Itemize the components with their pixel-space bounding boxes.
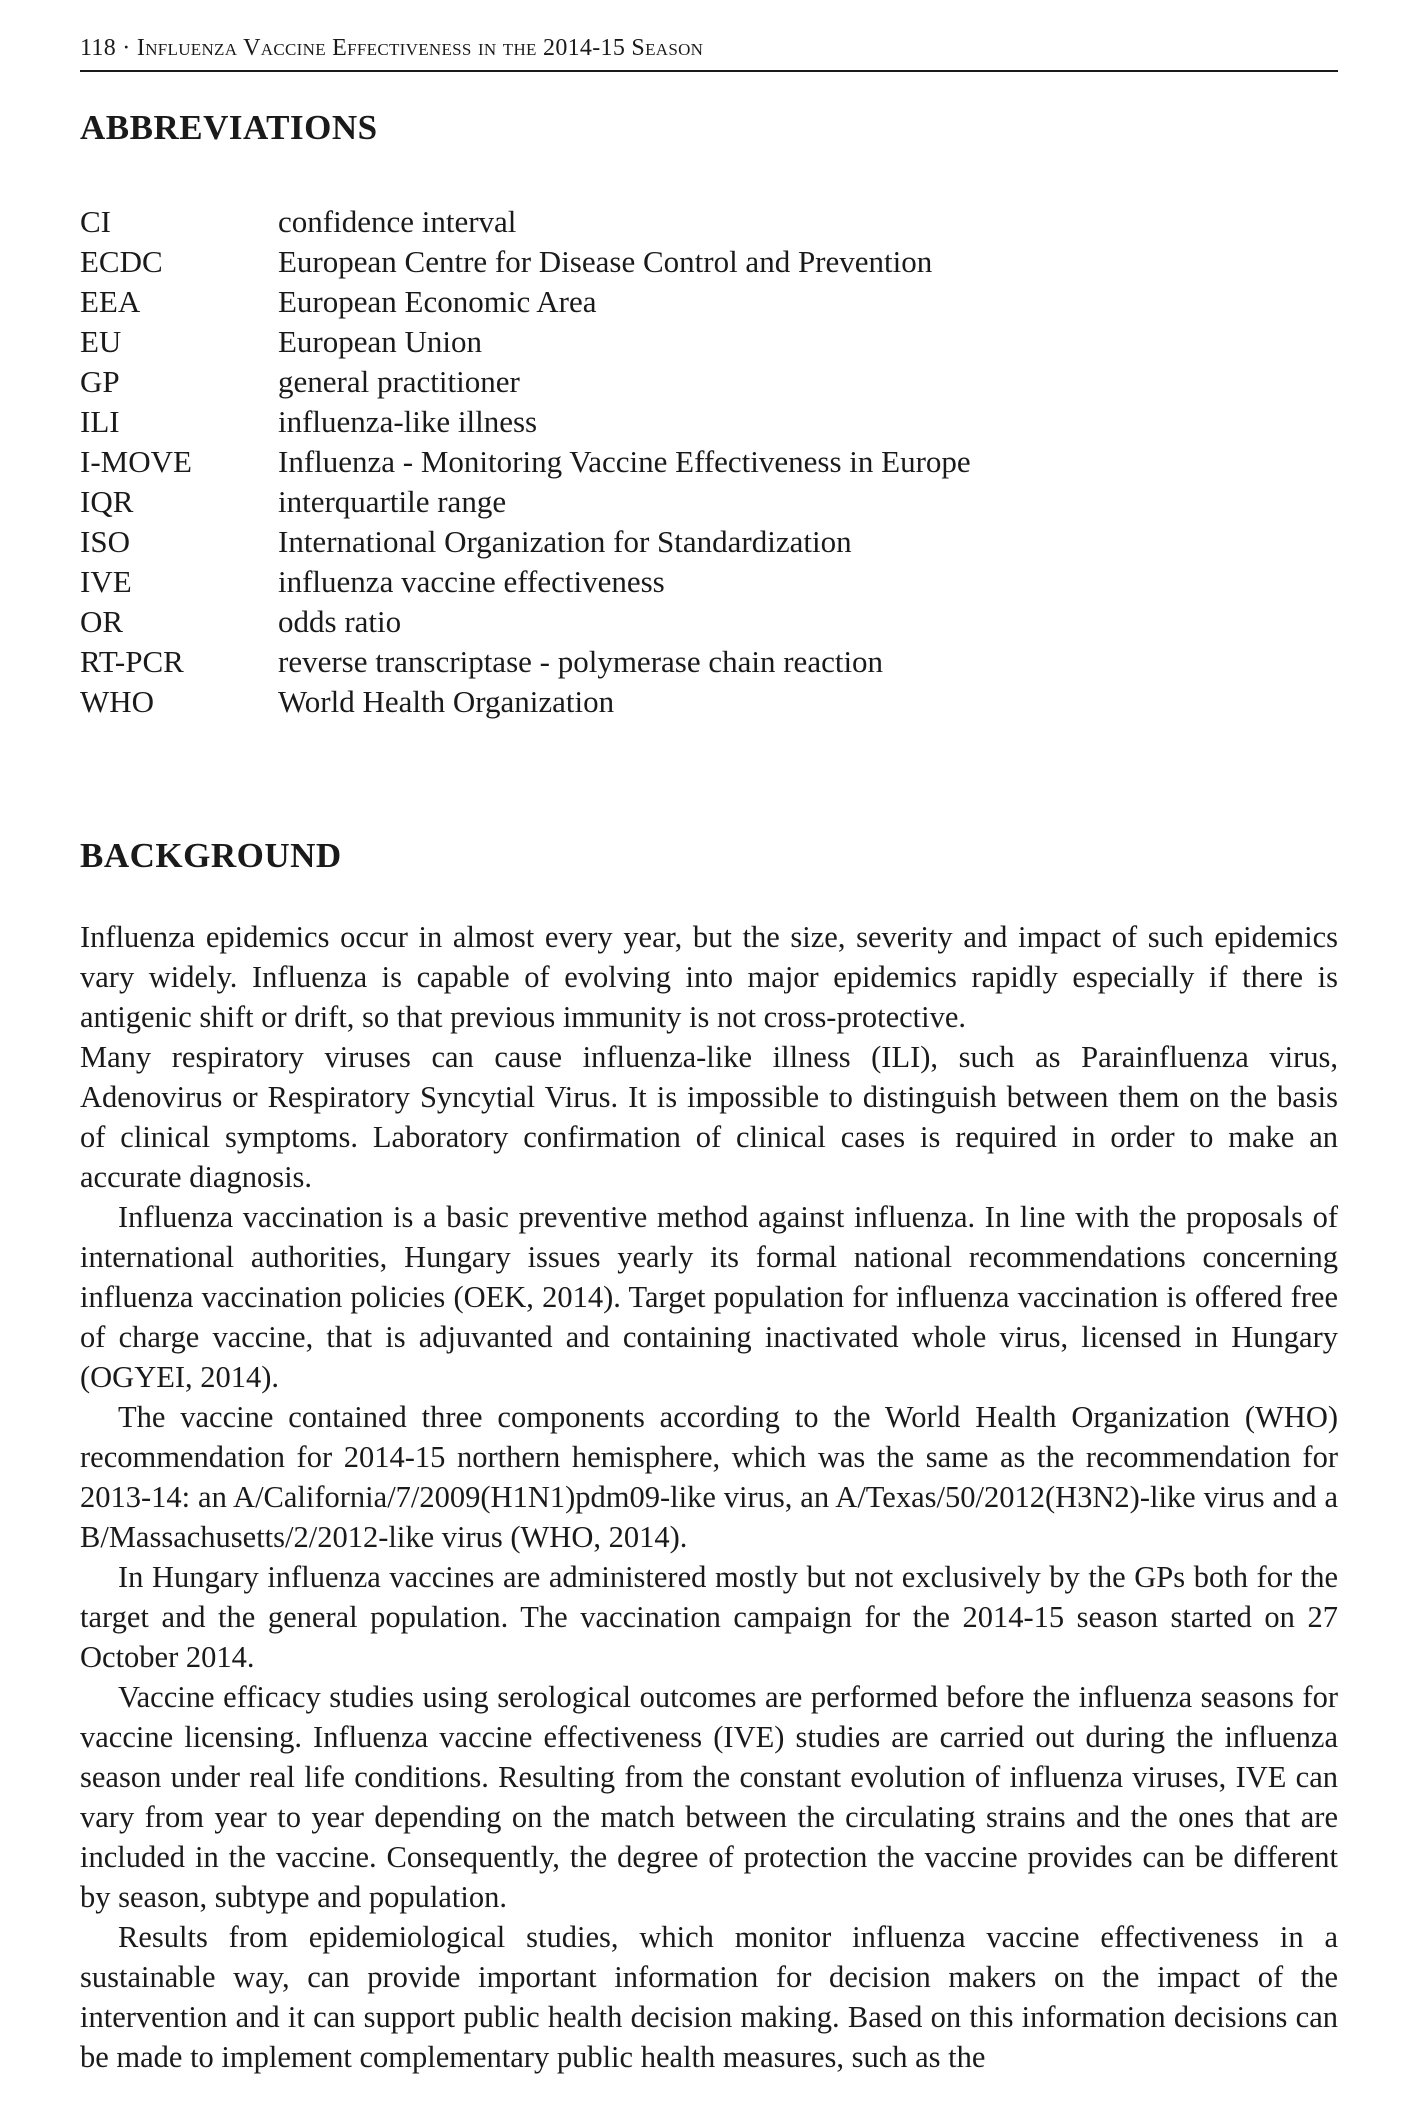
abbreviation-row: [80, 562, 971, 602]
abbreviation-row: [80, 202, 971, 242]
paragraph: Many respiratory viruses can cause influenza-like illness (ILI), such as Parainfluenza virus, Adenovirus or Respiratory Syncytial Virus. It is impossible to distinguish between them on the basis of clinical symptoms. Laboratory confirmation of clinical cases is required in order to make an accurate diagnosis.: [80, 1040, 1338, 1194]
abbreviation-row: [80, 642, 971, 682]
paragraph: Influenza vaccination is a basic preventive method against influenza. In line with the proposals of international authorities, Hungary issues yearly its formal national recommendations concerning influenza vaccination policies (OEK, 2014). Target population for influenza vaccination is offered free of charge vaccine, that is adjuvanted and containing inactivated whole virus, licensed in Hungary (OGYEI, 2014).: [80, 1200, 1338, 1394]
paragraph: Influenza epidemics occur in almost every year, but the size, severity and impact of such epidemics vary widely. Influenza is capable of evolving into major epidemics rapidly especially if there is antigenic shift or drift, so that previous immunity is not cross-protective.: [80, 920, 1338, 1034]
paragraph: The vaccine contained three components according to the World Health Organization (WHO) recommendation for 2014-15 northern hemisphere, which was the same as the recommendation for 2013-14: an A/California/7/2009(H1N1)pdm09-like virus, an A/Texas/50/2012(H3N2)-like virus and a B/Massachusetts/2/2012-like virus (WHO, 2014).: [80, 1400, 1338, 1554]
abbreviation-definition: European Centre for Disease Control and Prevention: [278, 244, 933, 279]
abbreviation-definition: odds ratio: [278, 604, 402, 639]
abbreviation-definition: reverse transcriptase - polymerase chain reaction: [278, 644, 884, 679]
abbreviation-definition: World Health Organization: [278, 684, 615, 719]
abbreviation-definition: European Economic Area: [278, 284, 597, 319]
abbreviation-term: ILI: [80, 404, 120, 439]
paragraph: Results from epidemiological studies, which monitor influenza vaccine effectiveness in a sustainable way, can provide important information for decision makers on the impact of the intervention and it can support public health decision making. Based on this information decisions can be made to implement complementary public health measures, such as the: [80, 1920, 1338, 2074]
abbreviation-term: I-MOVE: [80, 444, 192, 479]
abbreviation-row: [80, 482, 971, 522]
abbreviation-row: [80, 242, 971, 282]
abbreviation-definition: influenza-like illness: [278, 404, 538, 439]
abbreviation-definition: European Union: [278, 324, 483, 359]
abbreviations-table: [80, 202, 971, 722]
abbreviation-term: IVE: [80, 564, 132, 599]
background-body: [80, 917, 1338, 2077]
background-title: BACKGROUND: [80, 836, 342, 875]
abbreviation-row: [80, 282, 971, 322]
page: [80, 30, 1338, 2074]
abbreviation-term: EEA: [80, 284, 141, 319]
abbreviation-definition: influenza vaccine effectiveness: [278, 564, 665, 599]
abbreviation-term: ECDC: [80, 244, 163, 279]
abbreviation-term: RT-PCR: [80, 644, 184, 679]
running-header: 118 · Influenza Vaccine Effectiveness in the 2014-15 Season: [80, 30, 1338, 72]
abbreviation-definition: International Organization for Standardization: [278, 524, 852, 559]
abbreviation-row: [80, 682, 971, 722]
abbreviation-row: [80, 602, 971, 642]
abbreviation-row: [80, 322, 971, 362]
abbreviation-definition: confidence interval: [278, 204, 517, 239]
abbreviation-term: CI: [80, 204, 111, 239]
abbreviation-term: IQR: [80, 484, 134, 519]
abbreviation-definition: Influenza - Monitoring Vaccine Effectiveness in Europe: [278, 444, 971, 479]
abbreviation-term: ISO: [80, 524, 130, 559]
abbreviation-row: [80, 362, 971, 402]
abbreviation-term: OR: [80, 604, 124, 639]
paragraph: In Hungary influenza vaccines are administered mostly but not exclusively by the GPs both for the target and the general population. The vaccination campaign for the 2014-15 season started on 27 October 2014.: [80, 1560, 1338, 1674]
abbreviation-term: WHO: [80, 684, 155, 719]
abbreviation-term: GP: [80, 364, 120, 399]
abbreviation-row: [80, 522, 971, 562]
abbreviation-term: EU: [80, 324, 122, 359]
abbreviation-row: [80, 402, 971, 442]
abbreviation-definition: general practitioner: [278, 364, 520, 399]
abbreviation-definition: interquartile range: [278, 484, 507, 519]
paragraph: Vaccine efficacy studies using serological outcomes are performed before the influenza seasons for vaccine licensing. Influenza vaccine effectiveness (IVE) studies are carried out during the influenza season under real life conditions. Resulting from the constant evolution of influenza viruses, IVE can vary from year to year depending on the match between the circulating strains and the ones that are included in the vaccine. Consequently, the degree of protection the vaccine provides can be different by season, subtype and population.: [80, 1680, 1338, 1914]
abbreviation-row: [80, 442, 971, 482]
abbreviations-title: ABBREVIATIONS: [80, 108, 378, 147]
